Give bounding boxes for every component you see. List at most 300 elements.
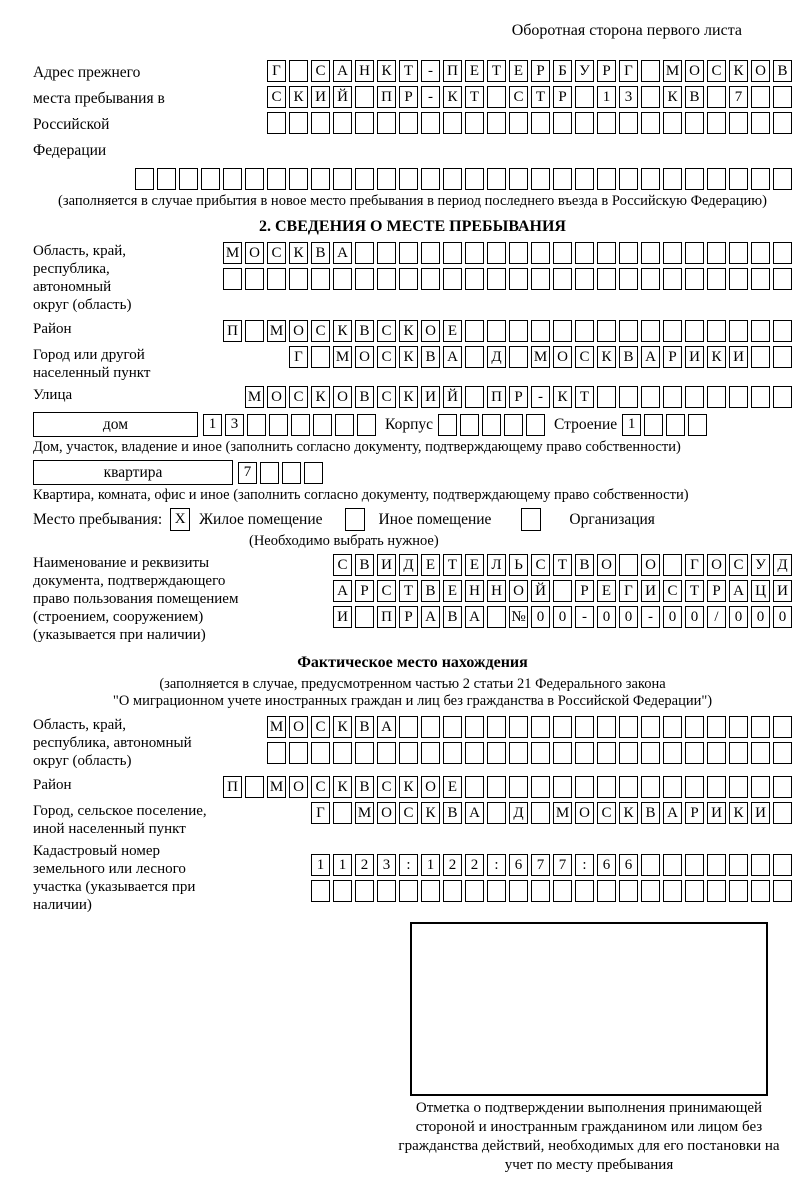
char-cell[interactable]	[509, 880, 528, 902]
char-cell[interactable]: П	[487, 386, 506, 408]
char-cell[interactable]	[509, 742, 528, 764]
char-cell[interactable]: 7	[531, 854, 550, 876]
char-cell[interactable]: 0	[773, 606, 792, 628]
char-cell[interactable]: В	[443, 802, 462, 824]
char-cell[interactable]: 2	[355, 854, 374, 876]
char-cell[interactable]	[333, 268, 352, 290]
char-cell[interactable]: С	[597, 802, 616, 824]
char-cell[interactable]: Д	[509, 802, 528, 824]
char-cell[interactable]	[201, 168, 220, 190]
char-cell[interactable]: С	[289, 386, 308, 408]
char-cell[interactable]: О	[641, 554, 660, 576]
char-cell[interactable]: 1	[622, 414, 641, 436]
char-cell[interactable]	[399, 242, 418, 264]
char-cell[interactable]	[663, 716, 682, 738]
char-cell[interactable]	[355, 112, 374, 134]
char-cell[interactable]	[553, 742, 572, 764]
char-cell[interactable]: Ц	[751, 580, 770, 602]
char-cell[interactable]: М	[267, 320, 286, 342]
char-cell[interactable]: Г	[619, 60, 638, 82]
char-cell[interactable]: Т	[443, 554, 462, 576]
char-cell[interactable]	[597, 776, 616, 798]
char-cell[interactable]: Е	[465, 554, 484, 576]
char-cell[interactable]: К	[597, 346, 616, 368]
char-cell[interactable]	[267, 742, 286, 764]
char-cell[interactable]: К	[311, 386, 330, 408]
char-cell[interactable]: -	[531, 386, 550, 408]
char-cell[interactable]	[663, 242, 682, 264]
char-cell[interactable]	[773, 776, 792, 798]
char-cell[interactable]: :	[487, 854, 506, 876]
char-cell[interactable]	[619, 112, 638, 134]
char-cell[interactable]	[575, 716, 594, 738]
char-cell[interactable]: И	[773, 580, 792, 602]
char-cell[interactable]	[641, 168, 660, 190]
char-cell[interactable]	[443, 168, 462, 190]
char-cell[interactable]	[641, 386, 660, 408]
char-cell[interactable]	[487, 168, 506, 190]
char-cell[interactable]: Г	[267, 60, 286, 82]
char-cell[interactable]: Т	[399, 60, 418, 82]
char-cell[interactable]: Б	[553, 60, 572, 82]
char-cell[interactable]	[751, 386, 770, 408]
char-cell[interactable]	[553, 776, 572, 798]
char-cell[interactable]	[421, 742, 440, 764]
char-cell[interactable]: К	[707, 346, 726, 368]
char-cell[interactable]: М	[267, 776, 286, 798]
char-cell[interactable]	[597, 112, 616, 134]
char-cell[interactable]: В	[773, 60, 792, 82]
char-cell[interactable]: У	[575, 60, 594, 82]
char-cell[interactable]	[641, 242, 660, 264]
char-cell[interactable]	[663, 168, 682, 190]
char-cell[interactable]	[729, 112, 748, 134]
char-cell[interactable]: 1	[421, 854, 440, 876]
char-cell[interactable]: В	[355, 386, 374, 408]
char-cell[interactable]: 3	[377, 854, 396, 876]
char-cell[interactable]	[267, 168, 286, 190]
char-cell[interactable]: №	[509, 606, 528, 628]
char-cell[interactable]	[509, 346, 528, 368]
char-cell[interactable]: 6	[509, 854, 528, 876]
char-cell[interactable]	[707, 742, 726, 764]
char-cell[interactable]	[685, 268, 704, 290]
char-cell[interactable]	[304, 462, 323, 484]
char-cell[interactable]	[289, 60, 308, 82]
char-cell[interactable]: П	[223, 776, 242, 798]
char-cell[interactable]	[289, 112, 308, 134]
char-cell[interactable]	[663, 854, 682, 876]
char-cell[interactable]: 1	[203, 414, 222, 436]
apartment-type-box[interactable]	[33, 460, 233, 485]
char-cell[interactable]	[641, 854, 660, 876]
char-cell[interactable]: Е	[443, 776, 462, 798]
char-cell[interactable]: 1	[311, 854, 330, 876]
char-cell[interactable]: О	[597, 554, 616, 576]
char-cell[interactable]: С	[663, 580, 682, 602]
char-cell[interactable]	[333, 880, 352, 902]
char-cell[interactable]	[377, 242, 396, 264]
char-cell[interactable]	[267, 112, 286, 134]
char-cell[interactable]: И	[729, 346, 748, 368]
char-cell[interactable]	[575, 320, 594, 342]
char-cell[interactable]: М	[355, 802, 374, 824]
char-cell[interactable]	[179, 168, 198, 190]
char-cell[interactable]: 7	[553, 854, 572, 876]
char-cell[interactable]	[729, 716, 748, 738]
char-cell[interactable]: К	[289, 86, 308, 108]
char-cell[interactable]	[355, 268, 374, 290]
char-cell[interactable]: С	[311, 716, 330, 738]
char-cell[interactable]	[773, 168, 792, 190]
char-cell[interactable]	[597, 716, 616, 738]
char-cell[interactable]	[531, 776, 550, 798]
char-cell[interactable]	[223, 168, 242, 190]
char-cell[interactable]	[663, 776, 682, 798]
char-cell[interactable]: И	[333, 606, 352, 628]
char-cell[interactable]: П	[377, 606, 396, 628]
char-cell[interactable]	[333, 112, 352, 134]
char-cell[interactable]: В	[355, 716, 374, 738]
char-cell[interactable]: -	[575, 606, 594, 628]
char-cell[interactable]	[619, 554, 638, 576]
char-cell[interactable]	[421, 716, 440, 738]
char-cell[interactable]	[399, 716, 418, 738]
char-cell[interactable]: К	[377, 60, 396, 82]
char-cell[interactable]: А	[421, 606, 440, 628]
char-cell[interactable]: Т	[685, 580, 704, 602]
char-cell[interactable]	[619, 320, 638, 342]
char-cell[interactable]	[509, 242, 528, 264]
char-cell[interactable]: Й	[333, 86, 352, 108]
char-cell[interactable]: М	[267, 716, 286, 738]
char-cell[interactable]	[509, 776, 528, 798]
char-cell[interactable]: 2	[465, 854, 484, 876]
char-cell[interactable]: :	[399, 854, 418, 876]
house-type-box[interactable]	[33, 412, 198, 437]
char-cell[interactable]	[465, 880, 484, 902]
char-cell[interactable]	[773, 112, 792, 134]
char-cell[interactable]: В	[641, 802, 660, 824]
char-cell[interactable]	[707, 168, 726, 190]
char-cell[interactable]	[685, 854, 704, 876]
char-cell[interactable]	[421, 268, 440, 290]
char-cell[interactable]	[465, 386, 484, 408]
char-cell[interactable]: Р	[575, 580, 594, 602]
char-cell[interactable]	[311, 742, 330, 764]
char-cell[interactable]: С	[333, 554, 352, 576]
char-cell[interactable]	[597, 880, 616, 902]
char-cell[interactable]	[421, 112, 440, 134]
char-cell[interactable]: Р	[685, 802, 704, 824]
char-cell[interactable]: 0	[663, 606, 682, 628]
char-cell[interactable]: К	[399, 776, 418, 798]
char-cell[interactable]: Д	[399, 554, 418, 576]
char-cell[interactable]	[333, 742, 352, 764]
char-cell[interactable]	[553, 268, 572, 290]
char-cell[interactable]: Е	[421, 554, 440, 576]
char-cell[interactable]	[751, 112, 770, 134]
char-cell[interactable]: Е	[465, 60, 484, 82]
char-cell[interactable]	[663, 742, 682, 764]
char-cell[interactable]: В	[575, 554, 594, 576]
stay-type-organization-checkbox[interactable]	[521, 508, 541, 531]
char-cell[interactable]	[399, 112, 418, 134]
char-cell[interactable]	[707, 854, 726, 876]
char-cell[interactable]	[509, 716, 528, 738]
char-cell[interactable]	[773, 86, 792, 108]
char-cell[interactable]	[553, 880, 572, 902]
char-cell[interactable]	[663, 320, 682, 342]
char-cell[interactable]: 0	[729, 606, 748, 628]
char-cell[interactable]: К	[333, 716, 352, 738]
char-cell[interactable]: О	[509, 580, 528, 602]
char-cell[interactable]: В	[355, 776, 374, 798]
char-cell[interactable]: В	[619, 346, 638, 368]
char-cell[interactable]: О	[751, 60, 770, 82]
char-cell[interactable]: К	[553, 386, 572, 408]
char-cell[interactable]	[399, 168, 418, 190]
char-cell[interactable]: В	[443, 606, 462, 628]
char-cell[interactable]: 0	[619, 606, 638, 628]
char-cell[interactable]	[773, 742, 792, 764]
char-cell[interactable]: С	[377, 776, 396, 798]
char-cell[interactable]	[641, 716, 660, 738]
char-cell[interactable]: О	[553, 346, 572, 368]
char-cell[interactable]	[707, 112, 726, 134]
char-cell[interactable]	[707, 776, 726, 798]
char-cell[interactable]	[773, 268, 792, 290]
char-cell[interactable]: М	[223, 242, 242, 264]
char-cell[interactable]: -	[641, 606, 660, 628]
char-cell[interactable]	[260, 462, 279, 484]
char-cell[interactable]: У	[751, 554, 770, 576]
char-cell[interactable]	[289, 268, 308, 290]
char-cell[interactable]: В	[355, 320, 374, 342]
char-cell[interactable]	[289, 742, 308, 764]
char-cell[interactable]: 6	[597, 854, 616, 876]
char-cell[interactable]: С	[509, 86, 528, 108]
char-cell[interactable]: :	[575, 854, 594, 876]
char-cell[interactable]	[685, 112, 704, 134]
char-cell[interactable]: Р	[597, 60, 616, 82]
char-cell[interactable]	[751, 742, 770, 764]
char-cell[interactable]: И	[685, 346, 704, 368]
char-cell[interactable]	[399, 742, 418, 764]
char-cell[interactable]	[641, 880, 660, 902]
char-cell[interactable]	[729, 268, 748, 290]
char-cell[interactable]: В	[685, 86, 704, 108]
char-cell[interactable]: К	[443, 86, 462, 108]
char-cell[interactable]: В	[421, 580, 440, 602]
char-cell[interactable]	[729, 854, 748, 876]
char-cell[interactable]	[729, 168, 748, 190]
char-cell[interactable]: /	[707, 606, 726, 628]
char-cell[interactable]: Г	[311, 802, 330, 824]
char-cell[interactable]	[333, 168, 352, 190]
char-cell[interactable]: В	[421, 346, 440, 368]
char-cell[interactable]	[531, 268, 550, 290]
char-cell[interactable]: С	[267, 86, 286, 108]
char-cell[interactable]	[666, 414, 685, 436]
char-cell[interactable]	[553, 168, 572, 190]
char-cell[interactable]: В	[355, 554, 374, 576]
char-cell[interactable]: А	[465, 802, 484, 824]
char-cell[interactable]	[751, 346, 770, 368]
char-cell[interactable]	[531, 716, 550, 738]
char-cell[interactable]	[355, 606, 374, 628]
stay-type-residential-checkbox[interactable]: X	[170, 508, 190, 531]
char-cell[interactable]	[773, 716, 792, 738]
char-cell[interactable]: 0	[597, 606, 616, 628]
char-cell[interactable]	[487, 802, 506, 824]
char-cell[interactable]: Г	[619, 580, 638, 602]
char-cell[interactable]	[597, 742, 616, 764]
char-cell[interactable]: 0	[531, 606, 550, 628]
char-cell[interactable]	[526, 414, 545, 436]
char-cell[interactable]: Р	[707, 580, 726, 602]
char-cell[interactable]	[245, 320, 264, 342]
char-cell[interactable]	[619, 386, 638, 408]
char-cell[interactable]	[487, 716, 506, 738]
char-cell[interactable]: Д	[487, 346, 506, 368]
char-cell[interactable]	[773, 320, 792, 342]
char-cell[interactable]: К	[399, 386, 418, 408]
char-cell[interactable]: О	[377, 802, 396, 824]
char-cell[interactable]	[509, 112, 528, 134]
char-cell[interactable]	[553, 716, 572, 738]
char-cell[interactable]: С	[377, 580, 396, 602]
char-cell[interactable]	[641, 60, 660, 82]
char-cell[interactable]: О	[707, 554, 726, 576]
char-cell[interactable]	[355, 742, 374, 764]
char-cell[interactable]	[597, 386, 616, 408]
char-cell[interactable]: К	[333, 320, 352, 342]
char-cell[interactable]	[685, 320, 704, 342]
char-cell[interactable]: Й	[443, 386, 462, 408]
char-cell[interactable]: А	[333, 60, 352, 82]
char-cell[interactable]: С	[311, 320, 330, 342]
char-cell[interactable]: -	[421, 60, 440, 82]
char-cell[interactable]: А	[465, 606, 484, 628]
char-cell[interactable]	[355, 242, 374, 264]
char-cell[interactable]	[443, 242, 462, 264]
char-cell[interactable]	[707, 242, 726, 264]
char-cell[interactable]	[751, 86, 770, 108]
char-cell[interactable]	[597, 268, 616, 290]
char-cell[interactable]: О	[421, 776, 440, 798]
char-cell[interactable]	[773, 880, 792, 902]
char-cell[interactable]	[773, 386, 792, 408]
char-cell[interactable]: О	[355, 346, 374, 368]
char-cell[interactable]	[729, 320, 748, 342]
char-cell[interactable]	[663, 112, 682, 134]
char-cell[interactable]	[707, 320, 726, 342]
char-cell[interactable]	[335, 414, 354, 436]
char-cell[interactable]	[289, 168, 308, 190]
char-cell[interactable]	[531, 242, 550, 264]
char-cell[interactable]	[575, 742, 594, 764]
char-cell[interactable]: Н	[465, 580, 484, 602]
char-cell[interactable]	[223, 268, 242, 290]
char-cell[interactable]	[465, 242, 484, 264]
char-cell[interactable]	[291, 414, 310, 436]
char-cell[interactable]: С	[377, 346, 396, 368]
char-cell[interactable]: А	[377, 716, 396, 738]
char-cell[interactable]	[685, 880, 704, 902]
char-cell[interactable]: Т	[487, 60, 506, 82]
char-cell[interactable]	[487, 86, 506, 108]
char-cell[interactable]: О	[289, 716, 308, 738]
char-cell[interactable]: 0	[685, 606, 704, 628]
char-cell[interactable]	[509, 320, 528, 342]
char-cell[interactable]	[729, 386, 748, 408]
char-cell[interactable]: К	[663, 86, 682, 108]
char-cell[interactable]: Т	[575, 386, 594, 408]
char-cell[interactable]: К	[729, 60, 748, 82]
char-cell[interactable]	[282, 462, 301, 484]
char-cell[interactable]	[553, 242, 572, 264]
stay-type-other-checkbox[interactable]	[345, 508, 365, 531]
char-cell[interactable]: К	[333, 776, 352, 798]
char-cell[interactable]: С	[729, 554, 748, 576]
char-cell[interactable]	[751, 168, 770, 190]
char-cell[interactable]	[619, 742, 638, 764]
char-cell[interactable]	[729, 242, 748, 264]
char-cell[interactable]	[685, 242, 704, 264]
char-cell[interactable]: Д	[773, 554, 792, 576]
char-cell[interactable]: Е	[597, 580, 616, 602]
char-cell[interactable]	[438, 414, 457, 436]
char-cell[interactable]	[531, 880, 550, 902]
char-cell[interactable]	[641, 268, 660, 290]
char-cell[interactable]	[487, 606, 506, 628]
char-cell[interactable]	[487, 268, 506, 290]
char-cell[interactable]	[575, 880, 594, 902]
char-cell[interactable]	[465, 346, 484, 368]
char-cell[interactable]: Й	[531, 580, 550, 602]
char-cell[interactable]: Е	[443, 580, 462, 602]
char-cell[interactable]	[245, 168, 264, 190]
char-cell[interactable]	[641, 742, 660, 764]
char-cell[interactable]	[729, 742, 748, 764]
char-cell[interactable]: О	[575, 802, 594, 824]
char-cell[interactable]	[707, 716, 726, 738]
char-cell[interactable]: Г	[289, 346, 308, 368]
char-cell[interactable]	[311, 168, 330, 190]
char-cell[interactable]	[685, 386, 704, 408]
char-cell[interactable]	[619, 776, 638, 798]
char-cell[interactable]	[751, 854, 770, 876]
char-cell[interactable]: О	[333, 386, 352, 408]
char-cell[interactable]	[751, 268, 770, 290]
char-cell[interactable]	[619, 168, 638, 190]
char-cell[interactable]	[509, 168, 528, 190]
char-cell[interactable]: С	[575, 346, 594, 368]
char-cell[interactable]: С	[311, 60, 330, 82]
char-cell[interactable]: Р	[663, 346, 682, 368]
char-cell[interactable]	[465, 320, 484, 342]
char-cell[interactable]: 2	[443, 854, 462, 876]
char-cell[interactable]	[575, 168, 594, 190]
char-cell[interactable]	[399, 880, 418, 902]
char-cell[interactable]	[465, 716, 484, 738]
char-cell[interactable]	[751, 242, 770, 264]
char-cell[interactable]	[531, 320, 550, 342]
char-cell[interactable]: -	[421, 86, 440, 108]
char-cell[interactable]	[443, 716, 462, 738]
char-cell[interactable]: М	[531, 346, 550, 368]
